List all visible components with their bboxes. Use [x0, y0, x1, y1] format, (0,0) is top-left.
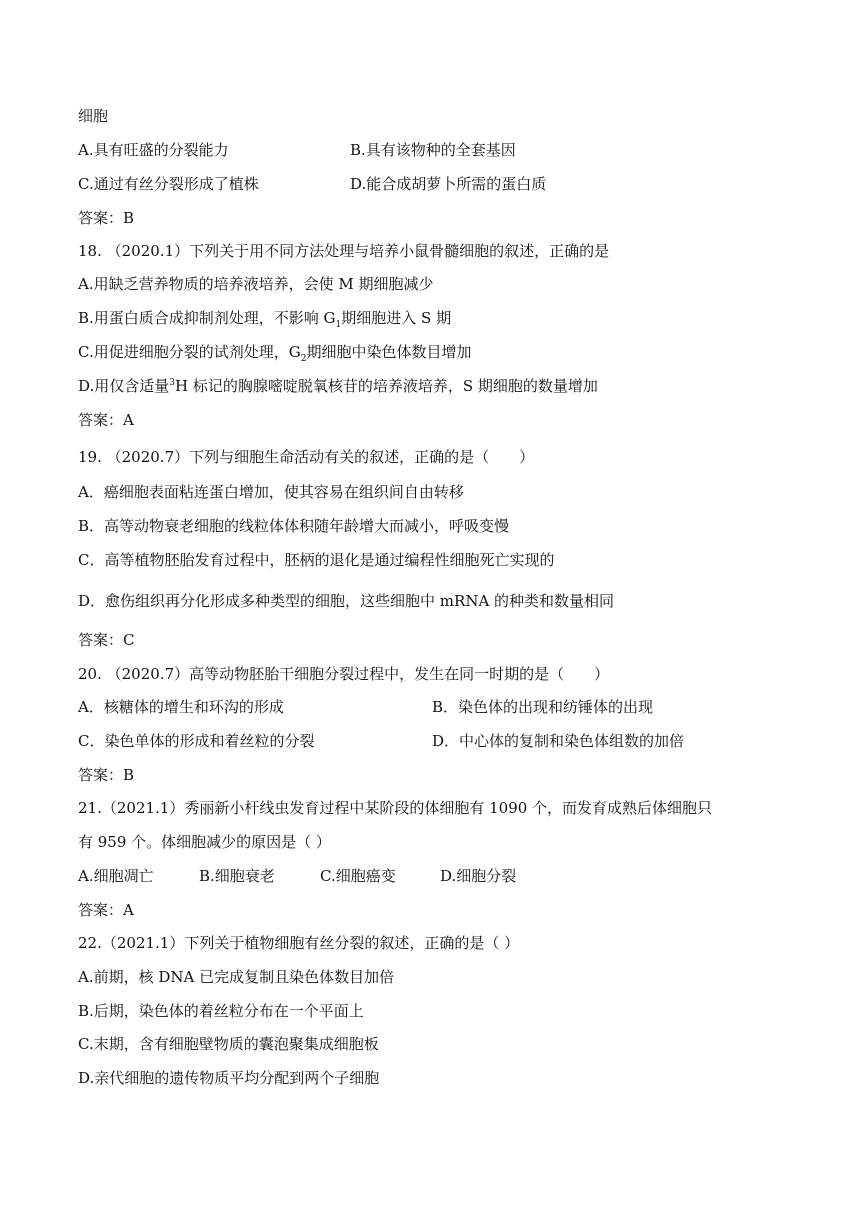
q22-stem: 22.（2021.1）下列关于植物细胞有丝分裂的叙述，正确的是（ ）	[78, 934, 520, 952]
q17-options-row-1	[78, 139, 516, 161]
q20-option-b: B．染色体的出现和纺锤体的出现	[432, 698, 654, 716]
q21-answer: 答案：A	[78, 901, 134, 919]
q20-answer: 答案：B	[78, 766, 135, 784]
q22-option-b: B.后期，染色体的着丝粒分布在一个平面上	[78, 1002, 364, 1020]
q20-option-d: D．中心体的复制和染色体组数的加倍	[432, 732, 685, 750]
q19-option-a: A．癌细胞表面粘连蛋白增加，使其容易在组织间自由转移	[78, 483, 464, 501]
q18-option-d-superscript: 3	[169, 378, 175, 388]
q18-answer: 答案：A	[78, 411, 134, 429]
continuation-text: 细胞	[78, 107, 109, 125]
q21-option-a: A.细胞凋亡	[78, 867, 154, 885]
q18-option-c-text-end: 期细胞中染色体数目增加	[306, 343, 472, 361]
q19-stem: 19. （2020.7）下列与细胞生命活动有关的叙述，正确的是（ ）	[78, 448, 535, 466]
q20-options-row-1	[78, 696, 654, 718]
q19-option-d: D．愈伤组织再分化形成多种类型的细胞，这些细胞中 mRNA 的种类和数量相同	[78, 592, 615, 610]
q20-options-row-2	[78, 730, 685, 752]
q22-option-a: A.前期，核 DNA 已完成复制且染色体数目加倍	[78, 968, 395, 986]
q18-option-d-text: D.用仅含适量	[78, 377, 170, 395]
q21-option-c: C.细胞癌变	[320, 867, 396, 885]
q20-option-a: A．核糖体的增生和环沟的形成	[78, 698, 284, 716]
q21-option-d: D.细胞分裂	[440, 867, 517, 885]
q21-options-row	[78, 865, 517, 887]
q17-option-d: D.能合成胡萝卜所需的蛋白质	[350, 175, 547, 193]
q17-option-a: A.具有旺盛的分裂能力	[78, 141, 229, 159]
q18-option-c-text: C.用促进细胞分裂的试剂处理，G	[78, 343, 301, 361]
q18-option-b	[78, 307, 451, 332]
q22-option-c: C.末期，含有细胞壁物质的囊泡聚集成细胞板	[78, 1035, 379, 1053]
q18-stem: 18. （2020.1）下列关于用不同方法处理与培养小鼠骨髓细胞的叙述，正确的是	[78, 242, 610, 260]
q21-stem-line-1: 21.（2021.1）秀丽新小杆线虫发育过程中某阶段的体细胞有 1090 个，而发育成熟后体细胞只	[78, 799, 713, 817]
q18-option-d-text-end: H 标记的胸腺嘧啶脱氧核苷的培养液培养，S 期细胞的数量增加	[175, 377, 598, 395]
q20-stem: 20. （2020.7）高等动物胚胎干细胞分裂过程中，发生在同一时期的是（ ）	[78, 665, 610, 683]
q18-option-c	[78, 341, 471, 366]
q18-option-d	[78, 375, 598, 400]
q19-answer: 答案：C	[78, 631, 135, 649]
q21-stem-line-2: 有 959 个。体细胞减少的原因是（ ）	[78, 833, 331, 851]
q17-option-b: B.具有该物种的全套基因	[350, 141, 516, 159]
q22-option-d: D.亲代细胞的遗传物质平均分配到两个子细胞	[78, 1069, 380, 1087]
q18-option-b-subscript: 1	[335, 320, 342, 330]
q18-option-c-subscript: 2	[300, 354, 307, 364]
q17-answer: 答案：B	[78, 209, 135, 227]
q17-options-row-2	[78, 173, 547, 195]
q19-option-b: B．高等动物衰老细胞的线粒体体积随年龄增大而减小，呼吸变慢	[78, 517, 510, 535]
q18-option-b-text-end: 期细胞进入 S 期	[341, 309, 452, 327]
q18-option-b-text: B.用蛋白质合成抑制剂处理，不影响 G	[78, 309, 336, 327]
q17-option-c: C.通过有丝分裂形成了植株	[78, 175, 259, 193]
q18-option-a: A.用缺乏营养物质的培养液培养，会使 M 期细胞减少	[78, 275, 434, 293]
q20-option-c: C．染色单体的形成和着丝粒的分裂	[78, 732, 315, 750]
q19-option-c: C．高等植物胚胎发育过程中，胚柄的退化是通过编程性细胞死亡实现的	[78, 551, 555, 569]
q21-option-b: B.细胞衰老	[199, 867, 275, 885]
